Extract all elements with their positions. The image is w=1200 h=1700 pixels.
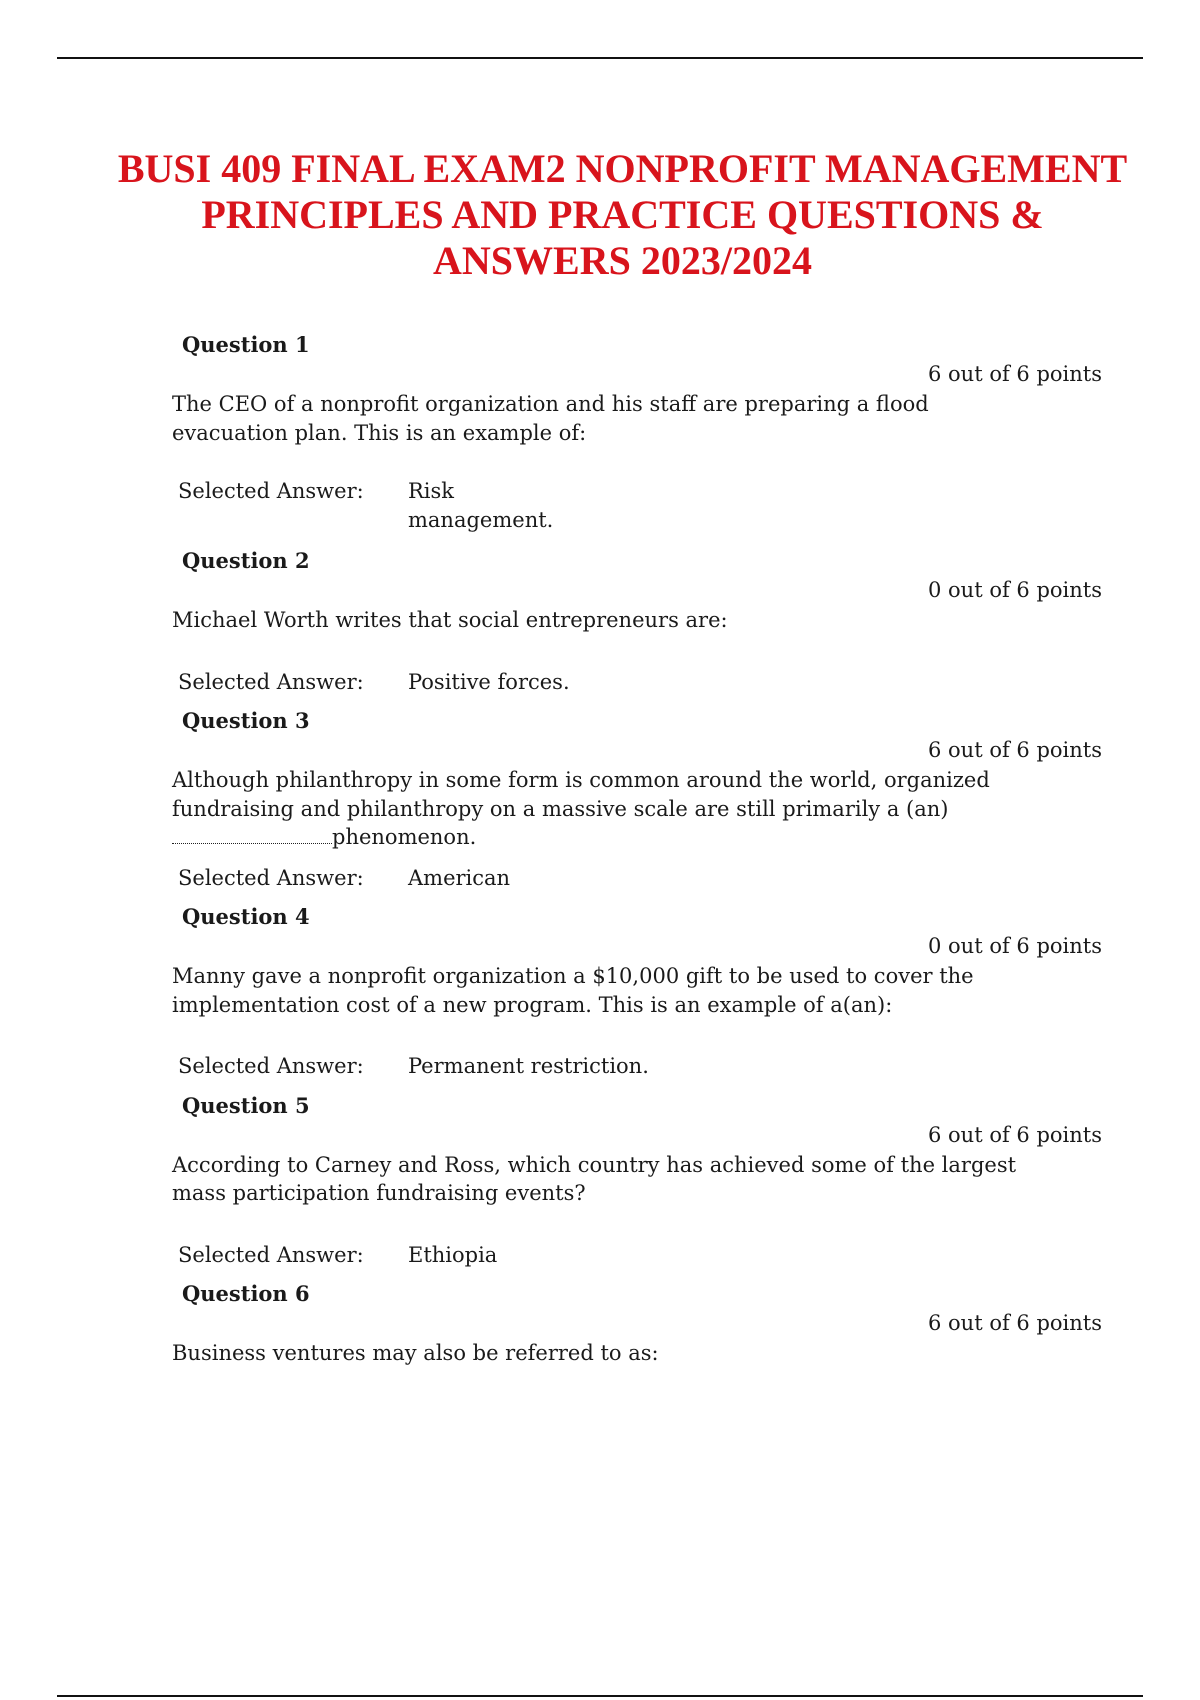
selected-answer-row bbox=[178, 1241, 1200, 1270]
selected-answer-value: Ethiopia bbox=[408, 1242, 498, 1267]
selected-answer-value: Permanent restriction. bbox=[408, 1054, 649, 1078]
question-points: 6 out of 6 points bbox=[928, 738, 1102, 762]
question-text bbox=[172, 766, 1032, 852]
question-heading: Question 5 bbox=[182, 1092, 310, 1118]
question-heading: Question 6 bbox=[182, 1281, 310, 1306]
question-text: According to Carney and Ross, which country has achieved some of the largest mass participation fundraising events? bbox=[172, 1152, 1017, 1205]
question-text: Manny gave a nonprofit organization a $10,000 gift to be used to cover the implementation cost of a new program. This is an example of a(an): bbox=[172, 964, 974, 1017]
question-block bbox=[0, 1091, 1200, 1270]
question-heading: Question 1 bbox=[182, 332, 310, 357]
question-block bbox=[0, 1279, 1200, 1368]
selected-answer-row bbox=[178, 1052, 1200, 1081]
question-text: Business ventures may also be referred to as: bbox=[172, 1341, 659, 1365]
question-points: 6 out of 6 points bbox=[928, 362, 1102, 386]
question-points: 0 out of 6 points bbox=[928, 578, 1102, 602]
question-heading: Question 3 bbox=[182, 708, 310, 733]
selected-answer-label: Selected Answer: bbox=[178, 669, 364, 694]
fill-in-blank bbox=[172, 825, 332, 844]
question-block bbox=[0, 706, 1200, 892]
selected-answer-value: American bbox=[408, 865, 511, 890]
question-points: 6 out of 6 points bbox=[928, 1122, 1102, 1147]
selected-answer-row bbox=[178, 477, 1200, 534]
selected-answer-label: Selected Answer: bbox=[178, 865, 364, 890]
question-heading: Question 2 bbox=[182, 548, 310, 573]
question-text: The CEO of a nonprofit organization and his staff are preparing a flood evacuation plan. This is an example of: bbox=[172, 392, 929, 445]
question-block bbox=[0, 546, 1200, 696]
bottom-rule bbox=[57, 1695, 1143, 1697]
question-points: 6 out of 6 points bbox=[928, 1311, 1102, 1335]
selected-answer-label: Selected Answer: bbox=[178, 479, 364, 503]
document-title: BUSI 409 FINAL EXAM2 NONPROFIT MANAGEMENT PRINCIPLES AND PRACTICE QUESTIONS & ANSWERS 2023/2024 bbox=[117, 146, 1128, 283]
selected-answer-label: Selected Answer: bbox=[178, 1054, 364, 1078]
selected-answer-value: Positive forces. bbox=[408, 669, 570, 694]
question-text-after-blank: phenomenon. bbox=[332, 825, 477, 849]
selected-answer-value: Risk management. bbox=[408, 479, 554, 532]
question-text-before-blank: Although philanthropy in some form is common around the world, organized fundraising and philanthropy on a massive scale are still primarily a (an) bbox=[172, 768, 990, 821]
selected-answer-label: Selected Answer: bbox=[178, 1242, 364, 1267]
questions-list bbox=[0, 330, 1200, 1368]
question-block bbox=[0, 330, 1200, 534]
question-block bbox=[0, 902, 1200, 1081]
selected-answer-row bbox=[178, 864, 1200, 893]
selected-answer-row bbox=[178, 668, 1200, 697]
question-heading: Question 4 bbox=[182, 904, 310, 929]
top-rule bbox=[57, 57, 1143, 59]
question-text: Michael Worth writes that social entrepreneurs are: bbox=[172, 608, 728, 632]
question-points: 0 out of 6 points bbox=[928, 934, 1102, 958]
